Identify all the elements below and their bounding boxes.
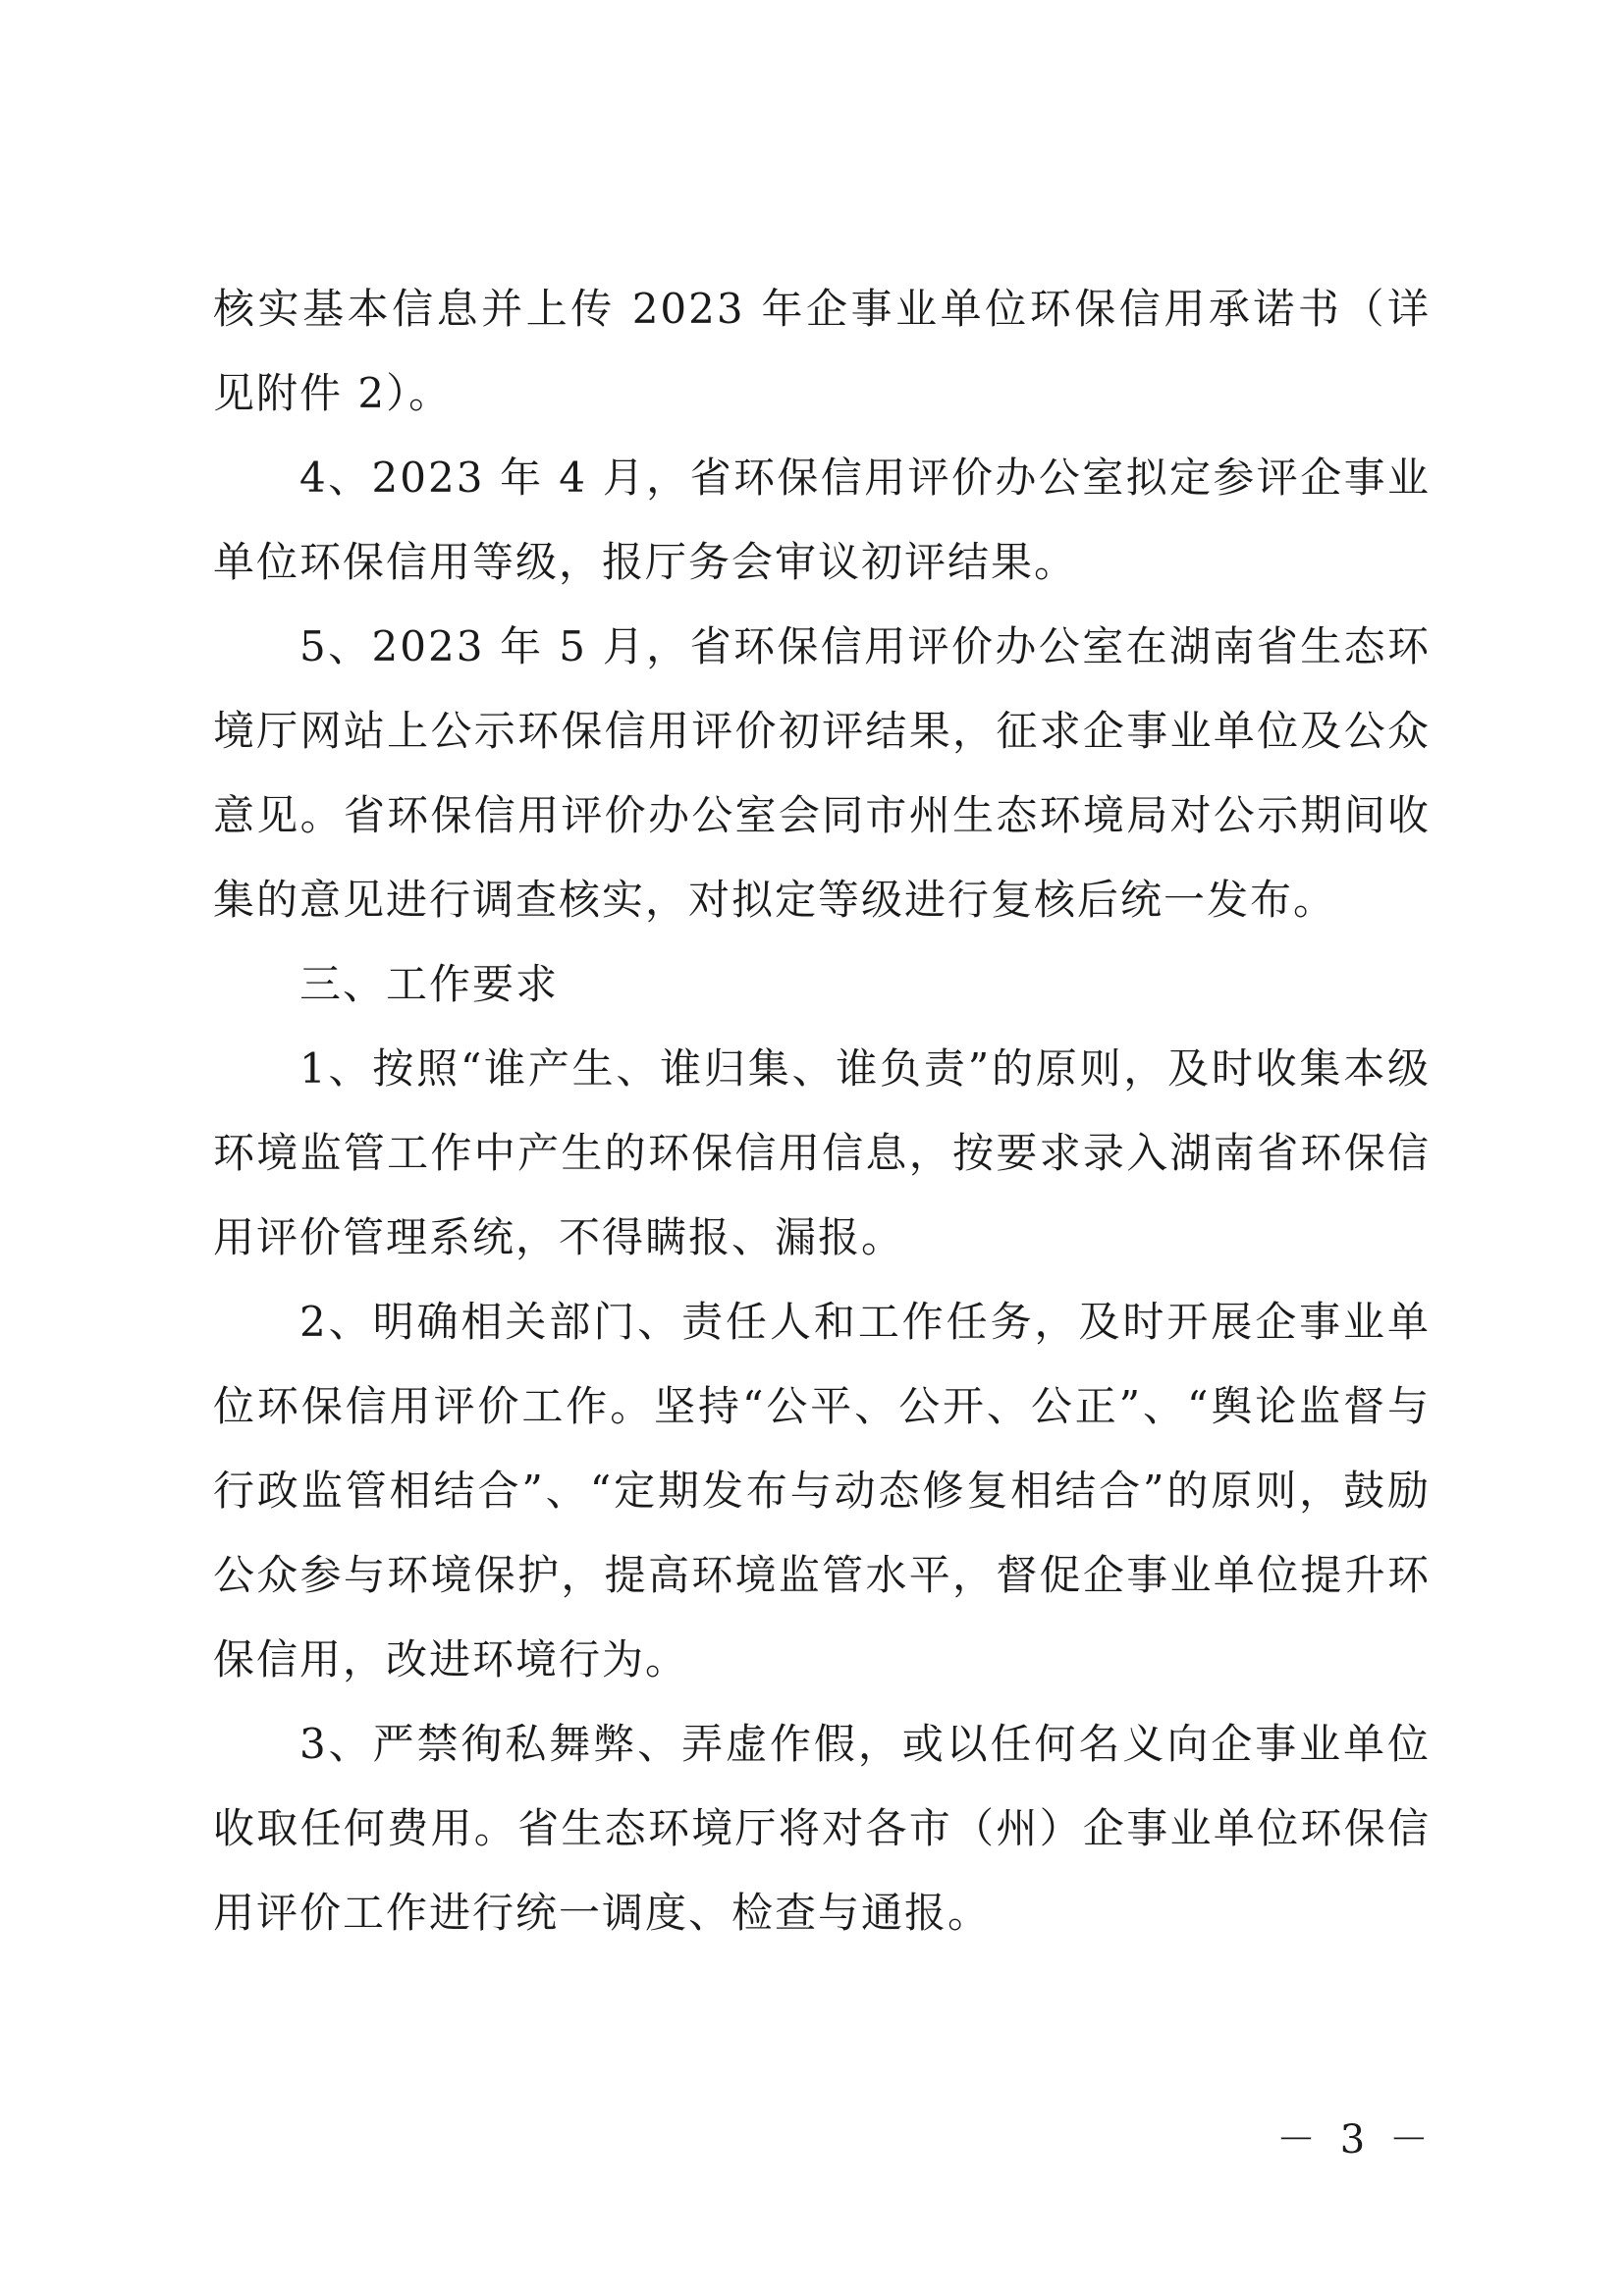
paragraph-requirement-1: 1、按照“谁产生、谁归集、谁负责”的原则，及时收集本级环境监管工作中产生的环保信用信息，按要求录入湖南省环保信用评价管理系统，不得瞒报、漏报。 [213,1044,1431,1261]
paragraph-item-4: 4、2023 年 4 月，省环保信用评价办公室拟定参评企事业单位环保信用等级，报厅务会审议初评结果。 [213,454,1431,586]
paragraph-item-5: 5、2023 年 5 月，省环保信用评价办公室在湖南省生态环境厅网站上公示环保信用评价初评结果，征求企事业单位及公众意见。省环保信用评价办公室会同市州生态环境局对公示期间收集的意见进行调查核实，对拟定等级进行复核后统一发布。 [213,622,1431,924]
document-body [213,267,1431,1955]
section-heading-work-requirements: 三、工作要求 [299,960,560,1008]
paragraph-continued: 核实基本信息并上传 2023 年企事业单位环保信用承诺书（详见附件 2）。 [213,285,1431,417]
paragraph-requirement-3: 3、严禁徇私舞弊、弄虚作假，或以任何名义向企事业单位收取任何费用。省生态环境厅将对各市（州）企事业单位环保信用评价工作进行统一调度、检查与通报。 [213,1720,1431,1937]
paragraph-requirement-2: 2、明确相关部门、责任人和工作任务，及时开展企事业单位环保信用评价工作。坚持“公平、公开、公正”、“舆论监督与行政监管相结合”、“定期发布与动态修复相结合”的原则，鼓励公众参与环境保护，提高环境监管水平，督促企事业单位提升环保信用，改进环境行为。 [213,1298,1431,1683]
page-number: － 3 － [1276,2117,1435,2163]
